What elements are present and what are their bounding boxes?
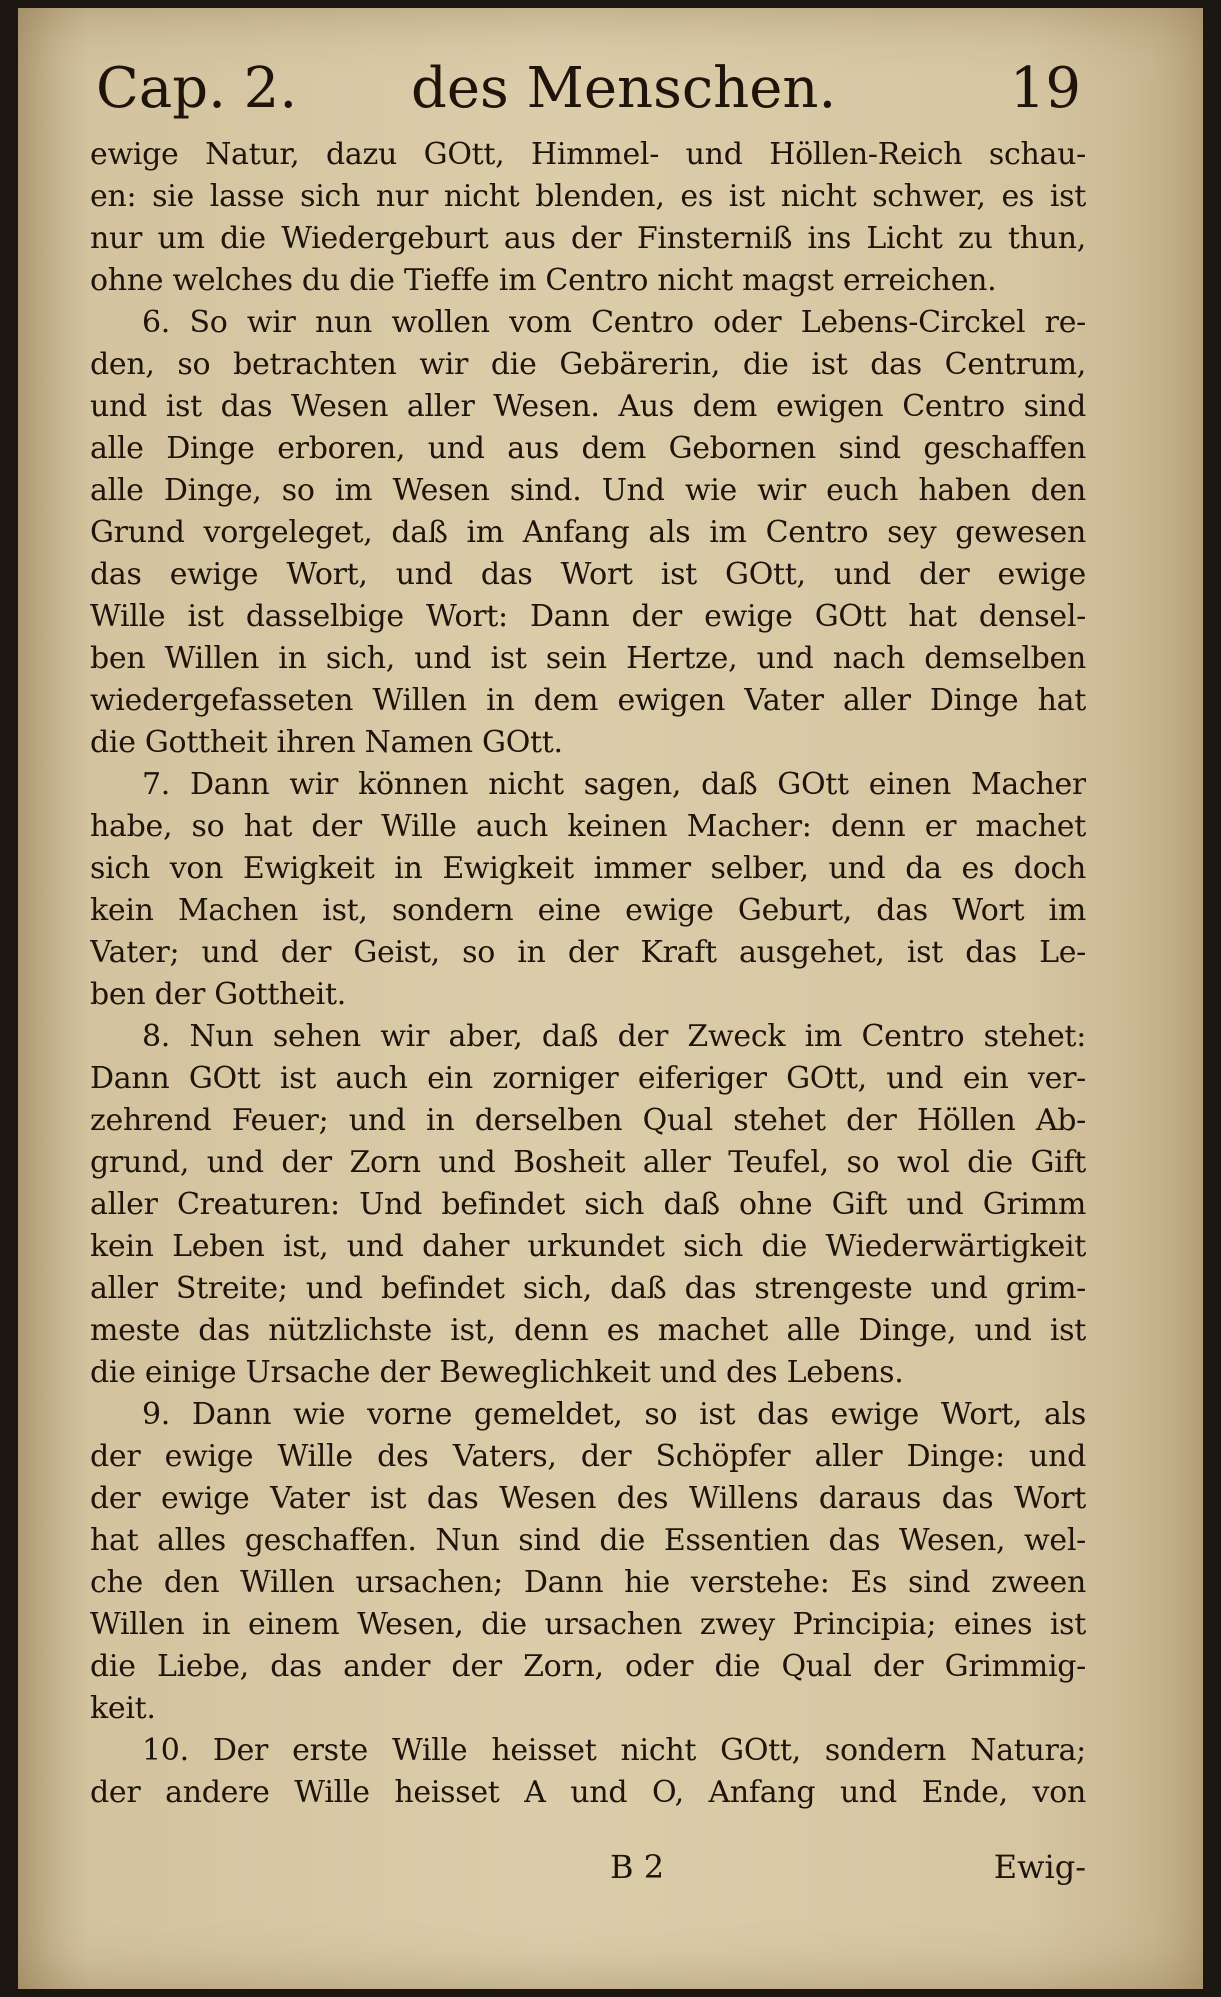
text-line: nur um die Wiedergeburt aus der Finsterniß ins Licht zu thun, (90, 221, 1086, 256)
text-line: ben der Gottheit. (90, 977, 346, 1012)
text-line: keit. (90, 1691, 156, 1726)
text-line: habe, so hat der Wille auch keinen Macher: denn er machet (90, 809, 1086, 844)
text-line: den, so betrachten wir die Gebärerin, die ist das Centrum, (90, 347, 1086, 382)
text-line: ohne welches du die Tieffe im Centro nicht magst erreichen. (90, 263, 997, 298)
text-line: en: sie lasse sich nur nicht blenden, es ist nicht schwer, es ist (90, 179, 1086, 214)
text-line: aller Streite; und befindet sich, daß das strengeste und grim- (90, 1271, 1086, 1306)
book-page (18, 8, 1203, 1989)
body-text (90, 134, 1086, 1814)
text-line: ben Willen in sich, und ist sein Hertze, und nach demselben (90, 641, 1086, 676)
text-line: kein Machen ist, sondern eine ewige Geburt, das Wort im (90, 893, 1086, 928)
text-line: und ist das Wesen aller Wesen. Aus dem ewigen Centro sind (90, 389, 1086, 424)
signature-mark: B 2 (610, 1848, 665, 1886)
text-line: die Liebe, das ander der Zorn, oder die Qual der Grimmig- (90, 1649, 1086, 1684)
text-line: hat alles geschaffen. Nun sind die Essentien das Wesen, wel- (90, 1523, 1086, 1558)
text-line: Vater; und der Geist, so in der Kraft ausgehet, ist das Le- (90, 935, 1086, 970)
paragraph-7-start: 7. Dann wir können nicht sagen, daß GOtt einen Macher (142, 767, 1086, 802)
text-line: sich von Ewigkeit in Ewigkeit immer selber, und da es doch (90, 851, 1086, 886)
paragraph-9-start: 9. Dann wie vorne gemeldet, so ist das ewige Wort, als (142, 1397, 1086, 1432)
running-title: des Menschen. (411, 56, 837, 121)
text-line: ewige Natur, dazu GOtt, Himmel- und Höllen-Reich schau- (90, 137, 1086, 172)
text-line: der ewige Wille des Vaters, der Schöpfer aller Dinge: und (90, 1439, 1086, 1474)
text-line: die Gottheit ihren Namen GOtt. (90, 725, 563, 760)
catchword: Ewig- (993, 1848, 1086, 1886)
chapter-label: Cap. 2. (96, 56, 298, 121)
text-line: che den Willen ursachen; Dann hie verstehe: Es sind zween (90, 1565, 1086, 1600)
text-line: kein Leben ist, und daher urkundet sich die Wiederwärtigkeit (90, 1229, 1086, 1264)
paragraph-8-start: 8. Nun sehen wir aber, daß der Zweck im Centro stehet: (142, 1019, 1086, 1054)
text-line: der andere Wille heisset A und O, Anfang und Ende, von (90, 1775, 1086, 1810)
paragraph-6-start: 6. So wir nun wollen vom Centro oder Lebens-Circkel re- (142, 305, 1086, 340)
text-line: aller Creaturen: Und befindet sich daß ohne Gift und Grimm (90, 1187, 1086, 1222)
text-line: Willen in einem Wesen, die ursachen zwey Principia; eines ist (90, 1607, 1086, 1642)
text-line: wiedergefasseten Willen in dem ewigen Vater aller Dinge hat (90, 683, 1086, 718)
text-line: zehrend Feuer; und in derselben Qual stehet der Höllen Ab- (90, 1103, 1086, 1138)
text-line: alle Dinge, so im Wesen sind. Und wie wir euch haben den (90, 473, 1086, 508)
text-line: Grund vorgeleget, daß im Anfang als im Centro sey gewesen (90, 515, 1086, 550)
page-number: 19 (1009, 56, 1081, 121)
page-footer (90, 1848, 1086, 1898)
text-line: Wille ist dasselbige Wort: Dann der ewige GOtt hat densel- (90, 599, 1086, 634)
text-line: der ewige Vater ist das Wesen des Willens daraus das Wort (90, 1481, 1086, 1516)
text-line: grund, und der Zorn und Bosheit aller Teufel, so wol die Gift (90, 1145, 1086, 1180)
text-line: meste das nützlichste ist, denn es machet alle Dinge, und ist (90, 1313, 1086, 1348)
text-line: die einige Ursache der Beweglichkeit und des Lebens. (90, 1355, 904, 1390)
text-line: das ewige Wort, und das Wort ist GOtt, und der ewige (90, 557, 1086, 592)
text-line: Dann GOtt ist auch ein zorniger eiferiger GOtt, und ein ver- (90, 1061, 1086, 1096)
text-line: alle Dinge erboren, und aus dem Gebornen sind geschaffen (90, 431, 1086, 466)
running-head (96, 56, 1081, 136)
paragraph-10-start: 10. Der erste Wille heisset nicht GOtt, sondern Natura; (142, 1733, 1086, 1768)
